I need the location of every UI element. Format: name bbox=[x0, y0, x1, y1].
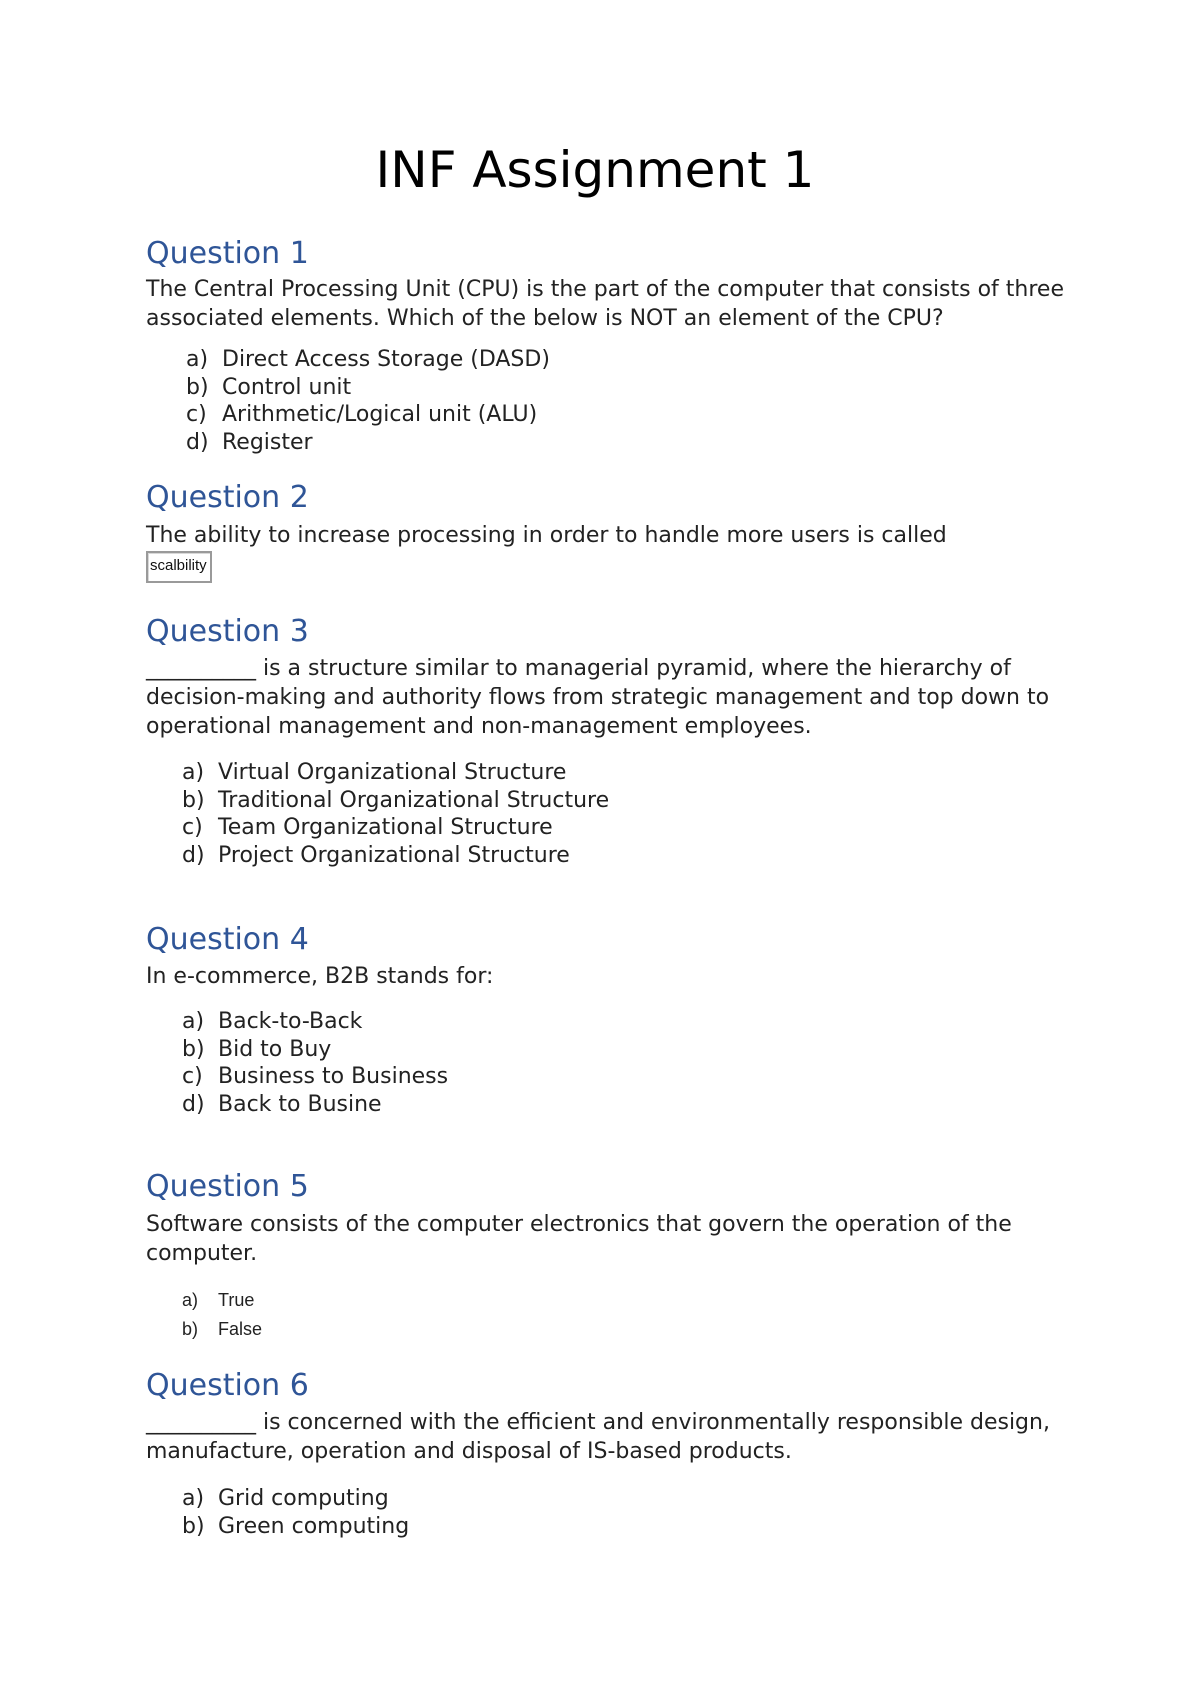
option-item bbox=[182, 1091, 448, 1119]
option-item bbox=[186, 401, 550, 429]
question-4-heading: Question 4 bbox=[146, 922, 309, 957]
question-5-options bbox=[182, 1286, 262, 1344]
option-item bbox=[182, 1286, 262, 1315]
option-text: Back-to-Back bbox=[218, 1009, 363, 1034]
option-letter: d) bbox=[182, 1091, 205, 1117]
option-item bbox=[182, 1485, 409, 1513]
question-5-text: Software consists of the computer electronics that govern the operation of the computer. bbox=[146, 1212, 1012, 1266]
option-text: Control unit bbox=[222, 374, 352, 400]
option-letter: b) bbox=[182, 1036, 205, 1062]
option-letter: a) bbox=[182, 1290, 199, 1310]
option-text: Back to Busine bbox=[218, 1091, 382, 1117]
option-text: Direct Access Storage (DASD) bbox=[222, 347, 550, 372]
option-letter: c) bbox=[182, 1064, 203, 1089]
option-letter: a) bbox=[186, 347, 209, 372]
option-item bbox=[182, 1008, 448, 1036]
question-4-text: In e-commerce, B2B stands for: bbox=[146, 964, 494, 989]
option-item bbox=[182, 787, 609, 815]
option-letter: a) bbox=[182, 1486, 205, 1511]
option-letter: c) bbox=[186, 402, 207, 427]
option-text: Business to Business bbox=[218, 1064, 449, 1089]
option-text: Green computing bbox=[218, 1513, 410, 1539]
question-6-heading: Question 6 bbox=[146, 1368, 309, 1403]
option-text: Project Organizational Structure bbox=[218, 842, 570, 868]
option-text: Register bbox=[222, 429, 313, 455]
question-6-text: __________ is concerned with the efficient and environmentally responsible design, manufacture, operation and disposal of IS-based products. bbox=[146, 1410, 1050, 1464]
option-text: Traditional Organizational Structure bbox=[218, 787, 610, 813]
option-item bbox=[182, 1315, 262, 1344]
option-letter: b) bbox=[182, 787, 205, 813]
answer-text-field[interactable]: scalbility bbox=[146, 551, 212, 583]
option-letter: b) bbox=[182, 1319, 199, 1339]
option-item bbox=[182, 1036, 448, 1064]
option-letter: d) bbox=[182, 842, 205, 868]
option-letter: a) bbox=[182, 760, 205, 785]
option-letter: d) bbox=[186, 429, 209, 455]
option-letter: b) bbox=[182, 1513, 205, 1539]
question-1-options bbox=[186, 346, 550, 456]
option-letter: a) bbox=[182, 1009, 205, 1034]
option-item bbox=[186, 346, 550, 374]
document-title: INF Assignment 1 bbox=[375, 141, 815, 199]
option-text: False bbox=[218, 1319, 263, 1339]
option-item bbox=[182, 759, 609, 787]
option-item bbox=[182, 814, 609, 842]
question-1-text: The Central Processing Unit (CPU) is the part of the computer that consists of three associated elements. Which of the below is NOT an element of the CPU? bbox=[146, 277, 1064, 331]
option-text: Team Organizational Structure bbox=[218, 815, 553, 840]
option-letter: b) bbox=[186, 374, 209, 400]
question-3-options bbox=[182, 759, 609, 869]
question-1-heading: Question 1 bbox=[146, 236, 309, 271]
option-text: Bid to Buy bbox=[218, 1036, 332, 1062]
option-item bbox=[182, 842, 609, 870]
option-item bbox=[186, 374, 550, 402]
question-4-options bbox=[182, 1008, 448, 1118]
question-5-heading: Question 5 bbox=[146, 1169, 309, 1204]
option-letter: c) bbox=[182, 815, 203, 840]
question-3-heading: Question 3 bbox=[146, 614, 309, 649]
option-item bbox=[182, 1063, 448, 1091]
option-text: Grid computing bbox=[218, 1486, 389, 1511]
option-item bbox=[186, 429, 550, 457]
option-text: Arithmetic/Logical unit (ALU) bbox=[222, 402, 538, 427]
option-text: True bbox=[218, 1290, 255, 1310]
question-6-options bbox=[182, 1485, 409, 1540]
question-2-text: The ability to increase processing in order to handle more users is called bbox=[146, 523, 947, 548]
option-text: Virtual Organizational Structure bbox=[218, 760, 567, 785]
question-3-text: __________ is a structure similar to managerial pyramid, where the hierarchy of decision-making and authority flows from strategic management and top down to operational management and non-management employees. bbox=[146, 656, 1050, 739]
option-item bbox=[182, 1513, 409, 1541]
question-2-heading: Question 2 bbox=[146, 480, 309, 515]
